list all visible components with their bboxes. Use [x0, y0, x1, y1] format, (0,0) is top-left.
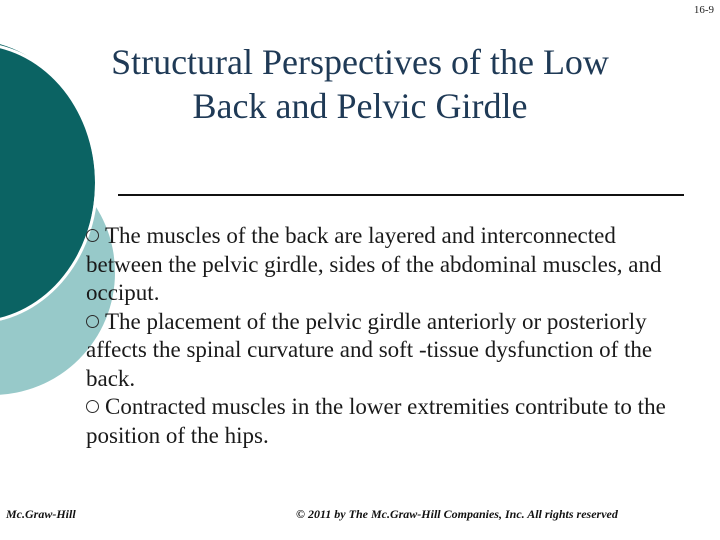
bullet-item	[86, 308, 686, 394]
title-line-2: Back and Pelvic Girdle	[192, 86, 528, 126]
title-line-1: Structural Perspectives of the Low	[111, 42, 609, 82]
bullet-text: The muscles of the back are layered and interconnected between the pelvic girdle, sides of the abdominal muscles, and occiput.	[86, 223, 662, 305]
bullet-item	[86, 393, 686, 450]
hollow-circle-bullet-icon	[86, 400, 99, 413]
hollow-circle-bullet-icon	[86, 315, 99, 328]
slide-number: 16-9	[693, 4, 714, 16]
bullet-list	[86, 222, 686, 450]
bullet-item	[86, 222, 686, 308]
title-divider	[118, 194, 684, 196]
bullet-text: Contracted muscles in the lower extremities contribute to the position of the hips.	[86, 394, 666, 448]
footer-publisher: Mc.Graw-Hill	[6, 507, 76, 521]
hollow-circle-bullet-icon	[86, 229, 99, 242]
slide-title	[60, 40, 660, 128]
bullet-text: The placement of the pelvic girdle anteriorly or posteriorly affects the spinal curvature and soft -tissue dysfunction of the back.	[86, 308, 653, 391]
footer-copyright: © 2011 by The Mc.Graw-Hill Companies, Inc. All rights reserved	[296, 507, 618, 521]
